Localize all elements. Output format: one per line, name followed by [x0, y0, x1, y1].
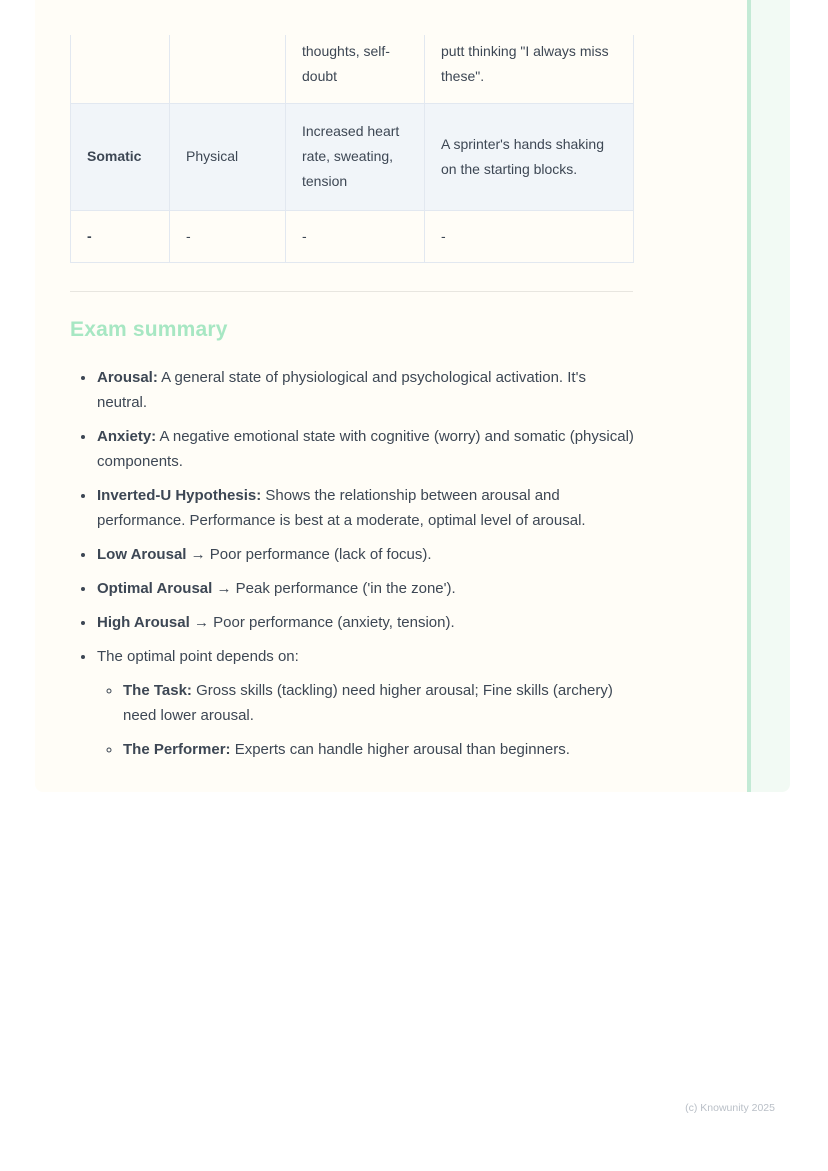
summary-sublist	[97, 678, 640, 762]
table-cell: A sprinter's hands shaking on the starting blocks.	[425, 103, 634, 210]
summary-subitem: ◦ The Performer: Experts can handle higher arousal than beginners.	[122, 737, 640, 762]
term-label: The Performer:	[123, 740, 231, 758]
summary-item: • Inverted-U Hypothesis: Shows the relationship between arousal and performance. Performance is best at a moderate, optimal level of arousal.	[96, 483, 640, 533]
page-content	[35, 0, 675, 762]
summary-item: • Arousal: A general state of physiological and psychological activation. It's neutral.	[96, 365, 640, 415]
summary-item: • Optimal Arousal → Peak performance ('in the zone').	[96, 576, 640, 601]
term-label: Low Arousal	[97, 545, 187, 563]
term-label: Inverted-U Hypothesis:	[97, 486, 262, 504]
cognitive-row-continuation	[71, 35, 634, 103]
table-cell: -	[170, 210, 286, 262]
term-label: Optimal Arousal	[97, 579, 213, 597]
table-cell: putt thinking "I always miss these".	[425, 35, 634, 103]
table-cell	[170, 35, 286, 103]
term-label: Arousal:	[97, 368, 158, 386]
table-cell: Somatic	[71, 103, 170, 210]
table-cell	[71, 35, 170, 103]
summary-item: • Low Arousal → Poor performance (lack of focus).	[96, 542, 640, 567]
copyright-footer: (c) Knowunity 2025	[685, 1102, 775, 1114]
exam-summary-heading: Exam summary	[70, 317, 228, 341]
table-cell: thoughts, self-doubt	[286, 35, 425, 103]
summary-list	[70, 365, 640, 762]
table-cell: -	[71, 210, 170, 262]
term-label: The Task:	[123, 681, 192, 699]
table-cell: -	[425, 210, 634, 262]
summary-item: • The optimal point depends on: ◦ The Task: Gross skills (tackling) need higher arousal; Fine skills (archery) need lower arousal. ◦ The Performer: Experts can handle higher arousal than beginners.	[96, 644, 640, 762]
summary-subitem: ◦ The Task: Gross skills (tackling) need higher arousal; Fine skills (archery) need lower arousal.	[122, 678, 640, 728]
empty-row	[71, 210, 634, 262]
term-label: High Arousal	[97, 613, 190, 631]
table-cell: Physical	[170, 103, 286, 210]
section-divider	[70, 291, 633, 292]
somatic-row	[71, 103, 634, 210]
note-page	[35, 0, 790, 792]
summary-item: • Anxiety: A negative emotional state with cognitive (worry) and somatic (physical) components.	[96, 424, 640, 474]
table-cell: Increased heart rate, sweating, tension	[286, 103, 425, 210]
table-cell: -	[286, 210, 425, 262]
page-accent-band	[751, 0, 790, 792]
anxiety-types-table	[70, 35, 634, 263]
anxiety-table-body	[71, 35, 634, 262]
summary-item: • High Arousal → Poor performance (anxiety, tension).	[96, 610, 640, 635]
term-label: Anxiety:	[97, 427, 157, 445]
